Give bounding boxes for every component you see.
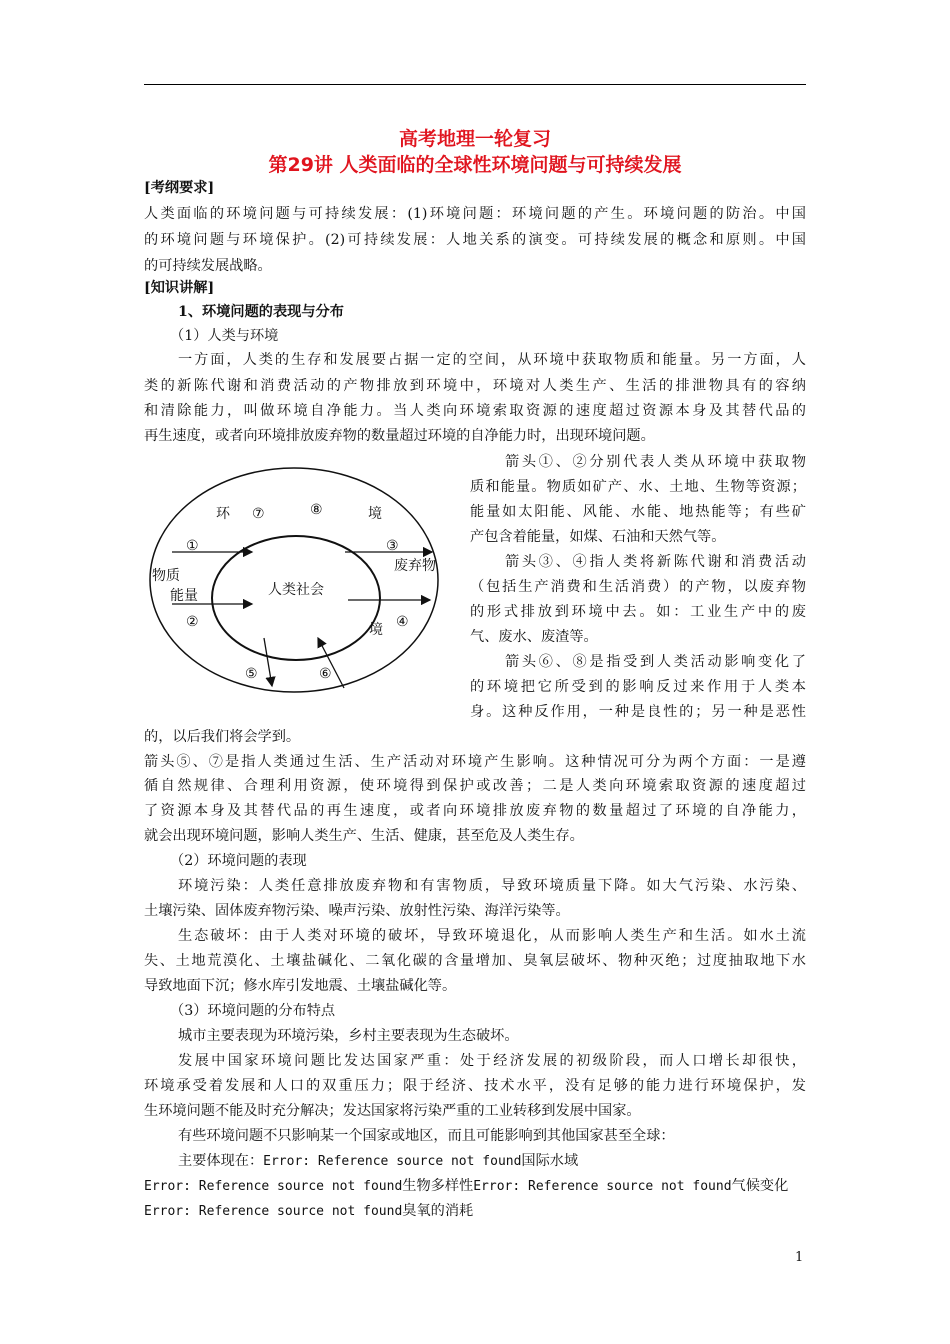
syllabus-line: 的可持续发展战略。 <box>144 258 272 274</box>
subheading-1: （1）人类与环境 <box>170 328 279 344</box>
diagram-label: ③ <box>386 538 399 554</box>
side-text-line: 箭头①、②分别代表人类从环境中获取物 <box>505 454 806 470</box>
paragraph-line: 了资源本身及其替代品的再生速度，或者向环境排放废弃物的数量超过了环境的自净能力， <box>144 803 806 819</box>
paragraph-line: 失、土地荒漠化、土壤盐碱化、二氧化碳的含量增加、臭氧层破坏、物种灭绝；过度抽取地下水 <box>144 953 806 969</box>
paragraph-line: 生环境问题不能及时充分解决；发达国家将污染严重的工业转移到发展中国家。 <box>144 1103 641 1119</box>
error-text: Error: Reference source not found <box>144 1204 403 1219</box>
subheading-2: （2）环境问题的表现 <box>170 853 307 869</box>
page-number: 1 <box>795 1250 804 1265</box>
paragraph-line: 环境承受着发展和人口的双重压力；限于经济、技术水平，没有足够的能力进行环境保护，发 <box>144 1078 806 1094</box>
diagram-label: ⑧ <box>310 502 323 518</box>
paragraph-line: 就会出现环境问题，影响人类生产、生活、健康，甚至危及人类生存。 <box>144 828 584 844</box>
diagram-label: ⑥ <box>319 666 332 682</box>
arrow-5 <box>264 638 272 686</box>
paragraph-line: 生态破坏：由于人类对环境的破坏，导致环境退化，从而影响人类生产和生活。如水土流 <box>178 928 806 944</box>
side-text-line: 箭头③、④指人类将新陈代谢和消费活动 <box>505 554 806 570</box>
diagram-label: ① <box>186 538 199 554</box>
diagram-label: 境 <box>369 622 383 638</box>
paragraph-line: 的，以后我们将会学到。 <box>144 729 301 745</box>
side-text-line: 气、废水、废渣等。 <box>470 629 598 645</box>
paragraph-line: 一方面，人类的生存和发展要占据一定的空间，从环境中获取物质和能量。另一方面，人 <box>178 352 806 368</box>
diagram-label: ⑤ <box>245 666 258 682</box>
syllabus-line: 的环境问题与环境保护。(2)可持续发展：人地关系的演变。可持续发展的概念和原则。中国 <box>144 232 806 248</box>
knowledge-header: [知识讲解] <box>144 280 215 296</box>
paragraph-line: 导致地面下沉；修水库引发地震、土壤盐碱化等。 <box>144 978 457 994</box>
diagram-label: 环 <box>216 506 230 522</box>
topic-text: 臭氧的消耗 <box>402 1203 474 1219</box>
header-rule <box>144 84 806 85</box>
side-text-line: 的环境把它所受到的影响反过来作用于人类本 <box>470 679 806 695</box>
topic-text: 生物多样性 <box>402 1178 474 1194</box>
topic-text: 国际水域 <box>521 1153 579 1169</box>
paragraph-line <box>178 1151 806 1172</box>
doc-title: 高考地理一轮复习 <box>398 128 551 150</box>
diagram-label: ② <box>186 614 199 630</box>
side-text-line: 箭头⑥、⑧是指受到人类活动影响变化了 <box>505 654 806 670</box>
paragraph-line: 土壤污染、固体废弃物污染、噪声污染、放射性污染、海洋污染等。 <box>144 903 570 919</box>
paragraph-line: 箭头⑤、⑦是指人类通过生活、生产活动对环境产生影响。这种情况可分为两个方面：一是遵 <box>144 754 806 770</box>
diagram-label: 能量 <box>170 588 198 604</box>
paragraph-line: 有些环境问题不只影响某一个国家或地区，而且可能影响到其他国家甚至全球： <box>178 1128 675 1144</box>
syllabus-line: 人类面临的环境问题与可持续发展：(1)环境问题：环境问题的产生。环境问题的防治。中国 <box>144 206 806 222</box>
diagram-label: ④ <box>396 614 409 630</box>
diagram-label: 人类社会 <box>268 582 324 598</box>
subheading-3: （3）环境问题的分布特点 <box>170 1003 336 1019</box>
diagram-label: 境 <box>368 506 382 522</box>
doc-subtitle: 第29讲 人类面临的全球性环境问题与可持续发展 <box>268 154 682 176</box>
error-text: Error: Reference source not found <box>144 1179 403 1194</box>
paragraph-line: 类的新陈代谢和消费活动的产物排放到环境中，环境对人类生产、生活的排泄物具有的容纳 <box>144 378 806 394</box>
human-society-ellipse <box>212 536 380 660</box>
paragraph-line: 和清除能力，叫做环境自净能力。当人类向环境索取资源的速度超过资源本身及其替代品的 <box>144 403 806 419</box>
side-text-line: 产包含着能量，如煤、石油和天然气等。 <box>470 529 726 545</box>
heading-1: 1、环境问题的表现与分布 <box>178 304 344 320</box>
paragraph-line: 循自然规律、合理利用资源，使环境得到保护或改善；二是人类向环境索取资源的速度超过 <box>144 778 806 794</box>
paragraph-line: 环境污染：人类任意排放废弃物和有害物质，导致环境质量下降。如大气污染、水污染、 <box>178 878 806 894</box>
lead-text: 主要体现在： <box>178 1153 264 1169</box>
side-text-line: 身。这种反作用，一种是良性的；另一种是恶性 <box>470 704 806 720</box>
paragraph-line <box>144 1201 806 1222</box>
error-text: Error: Reference source not found <box>263 1154 522 1169</box>
error-text: Error: Reference source not found <box>473 1179 732 1194</box>
paragraph-line: 再生速度，或者向环境排放废弃物的数量超过环境的自净能力时，出现环境问题。 <box>144 428 655 444</box>
side-text-line: 质和能量。物质如矿产、水、土地、生物等资源； <box>470 479 806 495</box>
diagram-label: ⑦ <box>252 506 265 522</box>
side-text-line: 的形式排放到环境中去。如：工业生产中的废 <box>470 604 806 620</box>
diagram-label: 废弃物 <box>394 558 436 574</box>
diagram-label: 物质 <box>152 568 180 584</box>
syllabus-header: [考纲要求] <box>144 180 215 196</box>
paragraph-line <box>144 1176 806 1197</box>
environment-ellipse <box>150 468 438 692</box>
side-text-line: 能量如太阳能、风能、水能、地热能等；有些矿 <box>470 504 806 520</box>
paragraph-line: 城市主要表现为环境污染，乡村主要表现为生态破坏。 <box>178 1028 519 1044</box>
side-text-line: （包括生产消费和生活消费）的产物，以废弃物 <box>470 579 806 595</box>
topic-text: 气候变化 <box>731 1178 789 1194</box>
paragraph-line: 发展中国家环境问题比发达国家严重：处于经济发展的初级阶段，而人口增长却很快， <box>178 1053 806 1069</box>
human-environment-diagram <box>140 462 460 702</box>
